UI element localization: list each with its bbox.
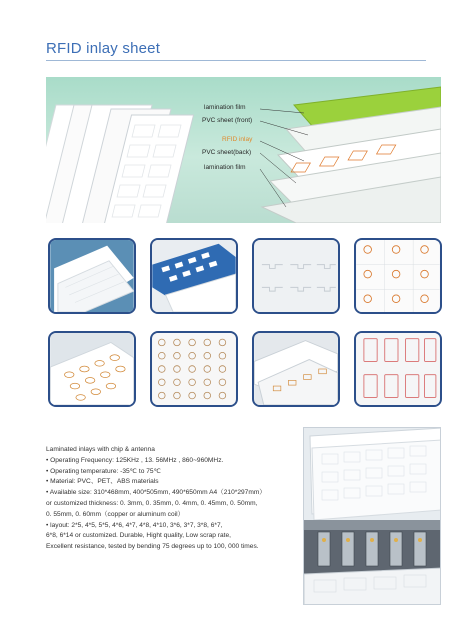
spec-list xyxy=(46,445,301,553)
blue-white-sheets-photo xyxy=(152,240,236,312)
stacked-packaging-photo xyxy=(254,333,338,405)
spec-material: • Material: PVC、PET、ABS materials xyxy=(46,478,159,486)
spec-temperature: • Operating temperature: -35℃ to 75℃ xyxy=(46,467,161,475)
thumbnail-2 xyxy=(150,238,238,314)
thumbnail-4 xyxy=(354,238,442,314)
uhf-antenna-sheet-photo xyxy=(254,240,338,312)
layer-label-pvc-front: PVC sheet (front) xyxy=(202,117,253,124)
layer-label-pvc-back: PVC sheet(back) xyxy=(202,149,252,156)
spec-resistance: Excellent resistance, tested by bending 75 degrees up to 100, 000 times. xyxy=(46,543,259,551)
coil-matrix-sheet-photo xyxy=(152,333,236,405)
hero-banner xyxy=(46,77,441,223)
spec-thickness: or customized thickness: 0. 3mm, 0. 35mm, 0. 4mm, 0. 45mm, 0. 50mm, xyxy=(46,499,258,507)
thumbnail-5 xyxy=(48,331,136,407)
machine-and-sheets-illustration xyxy=(304,428,441,605)
production-photo xyxy=(303,427,441,605)
thumbnail-6 xyxy=(150,331,238,407)
white-sheets-photo xyxy=(50,240,134,312)
thumbnail-7 xyxy=(252,331,340,407)
round-coil-sheets-photo xyxy=(50,333,134,405)
spec-layout: • layout: 2*5, 4*5, 5*5, 4*6, 4*7, 4*8, 4*10, 3*6, 3*7, 3*8, 6*7, xyxy=(46,521,223,529)
spec-thickness-cont: 0. 55mm, 0. 60mm（copper or aluminum coil） xyxy=(46,510,185,518)
spec-size: • Available size: 310*468mm, 400*505mm, 490*650mm A4（210*297mm） xyxy=(46,489,266,497)
coil-grid-sheet-photo xyxy=(356,240,440,312)
spec-frequency: • Operating Frequency: 125KHz , 13. 56MHz , 860~960MHz. xyxy=(46,456,224,464)
layer-label-lamination-top: lamination film xyxy=(204,104,246,111)
spec-layout-cont: 6*8, 6*14 or customized. Durable, Hight quality, Low scrap rate, xyxy=(46,532,231,540)
layer-label-rfid-inlay: RFID inlay xyxy=(222,136,253,143)
thumbnail-8 xyxy=(354,331,442,407)
thumbnail-3 xyxy=(252,238,340,314)
thumbnail-1 xyxy=(48,238,136,314)
layer-diagram xyxy=(262,87,441,223)
page-title: RFID inlay sheet xyxy=(46,40,161,57)
title-divider xyxy=(46,60,426,61)
sheet-stack xyxy=(46,105,196,223)
layer-label-lamination-bottom: lamination film xyxy=(204,164,246,171)
rect-antenna-sheet-photo xyxy=(356,333,440,405)
spec-intro: Laminated inlays with chip & antenna xyxy=(46,446,155,453)
